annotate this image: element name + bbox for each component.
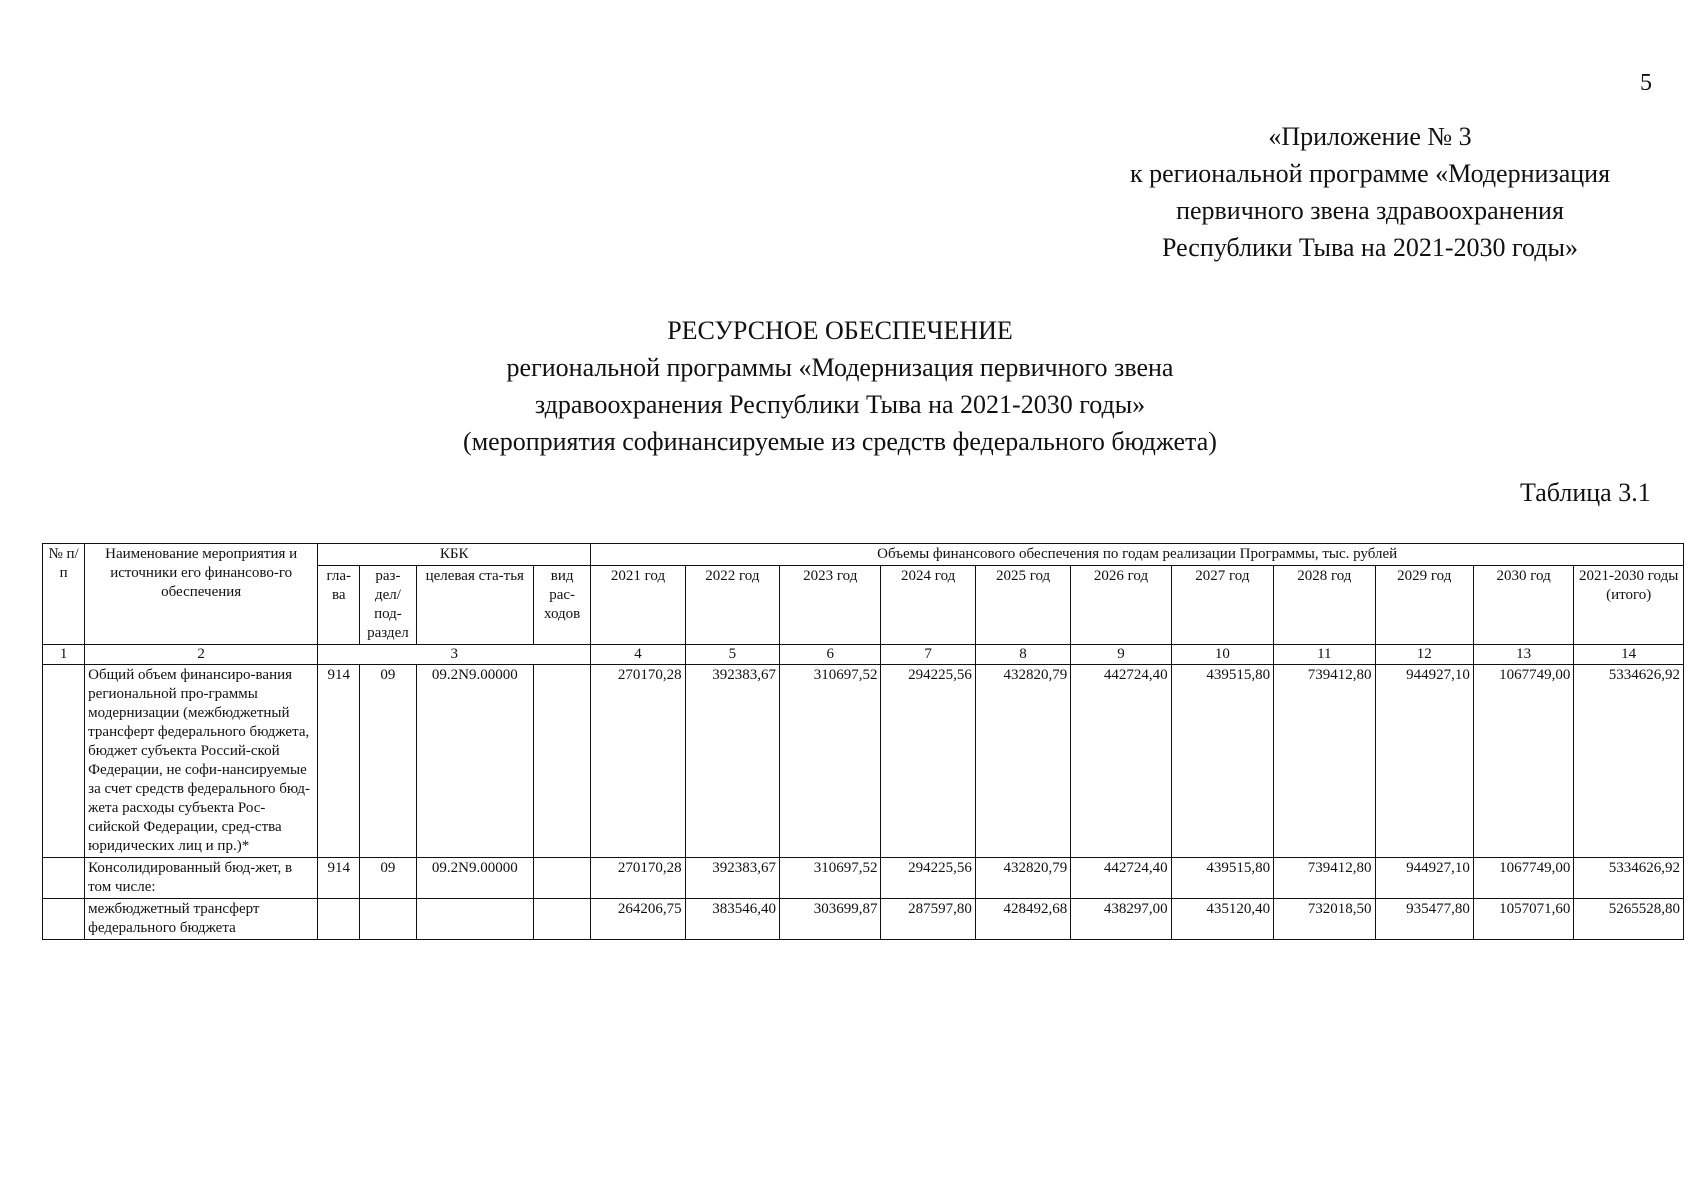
title-line: РЕСУРСНОЕ ОБЕСПЕЧЕНИЕ (667, 316, 1013, 345)
row-value: 442724,40 (1071, 858, 1171, 899)
row-name: межбюджетный трансферт федерального бюджета (85, 899, 318, 940)
row-value: 935477,80 (1375, 899, 1473, 940)
index-cell: 3 (318, 645, 591, 665)
appendix-line: первичного звена здравоохранения (1176, 196, 1564, 225)
row-value: 432820,79 (975, 665, 1070, 858)
header-glava: гла-ва (318, 566, 360, 645)
row-value: 270170,28 (591, 665, 685, 858)
row-num (43, 665, 85, 858)
title-line: региональной программы «Модернизация первичного звена (506, 353, 1174, 382)
index-cell: 12 (1375, 645, 1473, 665)
row-value: 432820,79 (975, 858, 1070, 899)
row-statya (416, 899, 533, 940)
row-value: 1067749,00 (1473, 665, 1573, 858)
row-value: 1067749,00 (1473, 858, 1573, 899)
index-cell: 5 (685, 645, 779, 665)
table-row (43, 899, 1684, 940)
header-year: 2027 год (1171, 566, 1273, 645)
row-value: 438297,00 (1071, 899, 1171, 940)
row-value: 944927,10 (1375, 858, 1473, 899)
row-value: 270170,28 (591, 858, 685, 899)
index-cell: 14 (1574, 645, 1684, 665)
header-num: № п/п (43, 544, 85, 645)
header-row (43, 544, 1684, 566)
row-value: 303699,87 (780, 899, 881, 940)
index-cell: 8 (975, 645, 1070, 665)
row-name: Общий объем финансиро-вания региональной про-граммы модернизации (межбюджетный трансферт федерального бюджета, бюджет субъекта Россий-ской Федерации, не софи-нансируемые за счет средств федерального бюд-жета расходы субъекта Рос-сийской Федерации, сред-ства юридических лиц и пр.)* (85, 665, 318, 858)
index-cell: 1 (43, 645, 85, 665)
index-cell: 2 (85, 645, 318, 665)
row-value-total: 5334626,92 (1574, 858, 1684, 899)
document-title (400, 312, 1280, 460)
header-kbk: КБК (318, 544, 591, 566)
appendix-line: «Приложение № 3 (1268, 122, 1472, 151)
row-value: 264206,75 (591, 899, 685, 940)
appendix-line: к региональной программе «Модернизация (1129, 159, 1611, 188)
index-row (43, 645, 1684, 665)
appendix-header (1090, 118, 1650, 266)
row-value: 294225,56 (881, 665, 975, 858)
row-razdel (360, 899, 416, 940)
title-line: здравоохранения Республики Тыва на 2021-2030 годы» (534, 390, 1146, 419)
row-num (43, 858, 85, 899)
row-value: 1057071,60 (1473, 899, 1573, 940)
row-glava: 914 (318, 665, 360, 858)
header-year: 2024 год (881, 566, 975, 645)
row-vid (534, 899, 591, 940)
index-cell: 10 (1171, 645, 1273, 665)
row-value: 439515,80 (1171, 665, 1273, 858)
header-statya: целевая ста-тья (416, 566, 533, 645)
index-cell: 9 (1071, 645, 1171, 665)
header-vid: вид рас-ходов (534, 566, 591, 645)
row-statya: 09.2N9.00000 (416, 665, 533, 858)
row-glava (318, 899, 360, 940)
row-razdel: 09 (360, 858, 416, 899)
row-value: 428492,68 (975, 899, 1070, 940)
row-razdel: 09 (360, 665, 416, 858)
financing-table (42, 543, 1684, 940)
index-cell: 7 (881, 645, 975, 665)
table-label: Таблица 3.1 (1520, 478, 1651, 507)
header-year: 2030 год (1473, 566, 1573, 645)
header-year: 2029 год (1375, 566, 1473, 645)
row-vid (534, 665, 591, 858)
appendix-line: Республики Тыва на 2021-2030 годы» (1161, 233, 1579, 262)
header-volumes: Объемы финансового обеспечения по годам реализации Программы, тыс. рублей (591, 544, 1684, 566)
row-num (43, 899, 85, 940)
header-name: Наименование мероприятия и источники его финансово-го обеспечения (85, 544, 318, 645)
index-cell: 6 (780, 645, 881, 665)
row-value: 310697,52 (780, 858, 881, 899)
header-razdel: раз-дел/ под-раздел (360, 566, 416, 645)
header-year: 2022 год (685, 566, 779, 645)
row-value-total: 5334626,92 (1574, 665, 1684, 858)
header-year: 2025 год (975, 566, 1070, 645)
row-value: 442724,40 (1071, 665, 1171, 858)
row-value: 392383,67 (685, 858, 779, 899)
header-year: 2023 год (780, 566, 881, 645)
title-line: (мероприятия софинансируемые из средств федерального бюджета) (463, 427, 1217, 456)
index-cell: 11 (1274, 645, 1375, 665)
index-cell: 13 (1473, 645, 1573, 665)
row-value: 383546,40 (685, 899, 779, 940)
header-year-total: 2021-2030 годы (итого) (1574, 566, 1684, 645)
row-value-total: 5265528,80 (1574, 899, 1684, 940)
row-value: 732018,50 (1274, 899, 1375, 940)
row-value: 739412,80 (1274, 858, 1375, 899)
row-value: 739412,80 (1274, 665, 1375, 858)
page-number: 5 (1640, 70, 1652, 96)
row-vid (534, 858, 591, 899)
row-value: 392383,67 (685, 665, 779, 858)
row-value: 294225,56 (881, 858, 975, 899)
header-year: 2028 год (1274, 566, 1375, 645)
row-glava: 914 (318, 858, 360, 899)
row-value: 944927,10 (1375, 665, 1473, 858)
row-name: Консолидированный бюд-жет, в том числе: (85, 858, 318, 899)
index-cell: 4 (591, 645, 685, 665)
header-year: 2021 год (591, 566, 685, 645)
row-value: 439515,80 (1171, 858, 1273, 899)
row-value: 310697,52 (780, 665, 881, 858)
row-value: 435120,40 (1171, 899, 1273, 940)
table-row (43, 665, 1684, 858)
table-row (43, 858, 1684, 899)
row-value: 287597,80 (881, 899, 975, 940)
row-statya: 09.2N9.00000 (416, 858, 533, 899)
header-year: 2026 год (1071, 566, 1171, 645)
